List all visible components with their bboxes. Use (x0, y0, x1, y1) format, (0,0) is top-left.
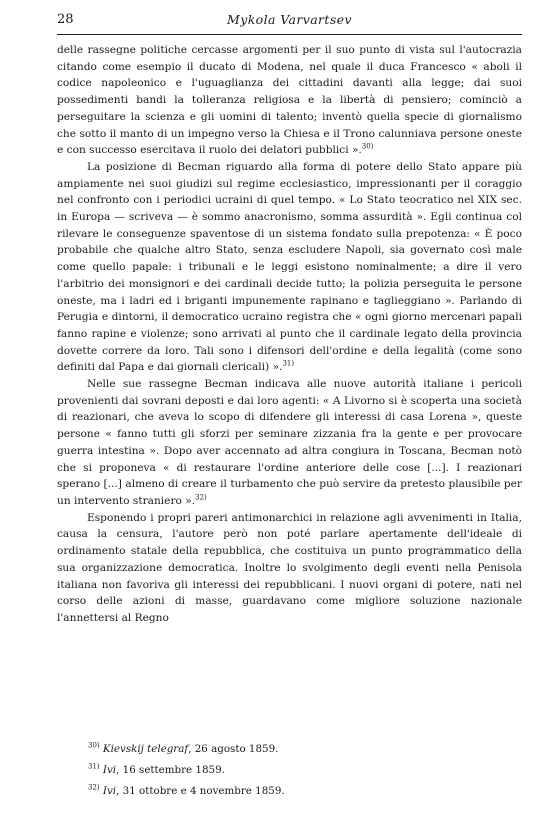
footnote (88, 762, 522, 778)
footnote (88, 741, 522, 757)
footnote-detail: , 16 settembre 1859. (116, 764, 225, 776)
footnote-reference[interactable]: 32) (195, 493, 207, 502)
footnotes (88, 741, 522, 804)
footnote-reference[interactable]: 30) (361, 142, 374, 151)
paragraph: La posizione di Becman riguardo alla forma di potere dello Stato appare più ampiamente nei suoi giudizi sul regime ecclesiastico, impressionanti per il coraggio nel confronto con i periodici ucraini di quel tempo. « Lo Stato teocratico nel XIX sec. in Europa — scriveva — è sommo anacronismo, somma assurdità ». Egli continua col rilevare le conseguenze spaventose di un sistema fondato sulla prepotenza: « È poco probabile che qualche altro Stato, senza escludere Napoli, sia governato così male come quello papale: i tribunali e le leggi esistono nominalmente; a dire il vero l'arbitrio dei monsignori e dei cardinali decide tutto; la polizia perseguita le persone oneste, ma i ladri ed i briganti impunemente rapinano e taglieggiano ». Parlando di Perugia e dintorni, il democratico ucraino registra che « ogni giorno mercenari papali fanno rapine e violenze; sono arrivati al punto che il cardinale legato della provincia dovette correre da loro. Tali sono i difensori dell'ordine e della legalità (come sono definiti dal Papa e dai giornali clericali) ».$^{31)}$ (57, 160, 522, 374)
header-rule (57, 34, 522, 35)
page-number: 28 (57, 12, 74, 27)
footnote-source: Ivi (102, 785, 117, 797)
footnote-source: Ivi (102, 764, 117, 776)
page-header (57, 12, 522, 34)
footnote (88, 783, 522, 799)
footnote-source: Kievskij telegraf (102, 743, 189, 755)
paragraph: Esponendo i propri pareri antimonarchici in relazione agli avvenimenti in Italia, causa la censura, l'autore però non poté parlare apertamente dell'ideale di ordinamento statale della repubblica, che costituiva un punto programmatico della sua organizzazione democratica. Inoltre lo svolgimento degli eventi nella Penisola italiana non favoriva gli interessi dei repubblicani. I nuovi organi di potere, nati nel corso delle azioni di masse, guardavano come migliore soluzione nazionale l'annettersi al Regno (57, 511, 522, 624)
paragraph: delle rassegne politiche cercasse argomenti per il suo punto di vista sul l'autocrazia citando come esempio il ducato di Modena, nel quale il duca Francesco « aboli il codice napoleonico e l'uguaglianza dei cittadini davanti alla legge; dai suoi possedimenti bandi la tolleranza religiosa e la libertà di pensiero; cominciò a perseguitare la scienza e gli uomini di talento; inventò quella specie di giornalismo che sotto il manto di un impegno verso la Chiesa e il Trono calunniava persone oneste e con successo esercitava il ruolo dei delatori pubblici ».$^{30)}$ (57, 44, 522, 157)
body-text (57, 42, 522, 627)
footnote-mark: 32) (88, 783, 100, 792)
footnote-detail: , 26 agosto 1859. (188, 743, 279, 755)
paragraph: Nelle sue rassegne Becman indicava alle nuove autorità italiane i pericoli provenienti dai sovrani deposti e dai loro agenti: « A Livorno si è scoperta una società di reazionari, che aveva lo scopo di difendere gli interessi di casa Lorena », queste persone « fanno tutti gli sforzi per seminare zizzania fra la gente e per provocare guerra intestina ». Dopo aver accennato ad altra congiura in Toscana, Becman notò che si proponeva « di restaurare l'ordine anteriore delle cose [...]. I reazionari sperano [...] almeno di creare il turbamento che può servire da pretesto plausibile per un intervento straniero ».$^{32)}$ (57, 378, 522, 507)
footnote-reference[interactable]: 31) (282, 359, 295, 368)
footnote-detail: , 31 ottobre e 4 novembre 1859. (116, 785, 285, 797)
running-title: Mykola Varvartsev (227, 12, 352, 27)
footnote-mark: 30) (88, 741, 100, 750)
footnote-mark: 31) (88, 762, 100, 771)
